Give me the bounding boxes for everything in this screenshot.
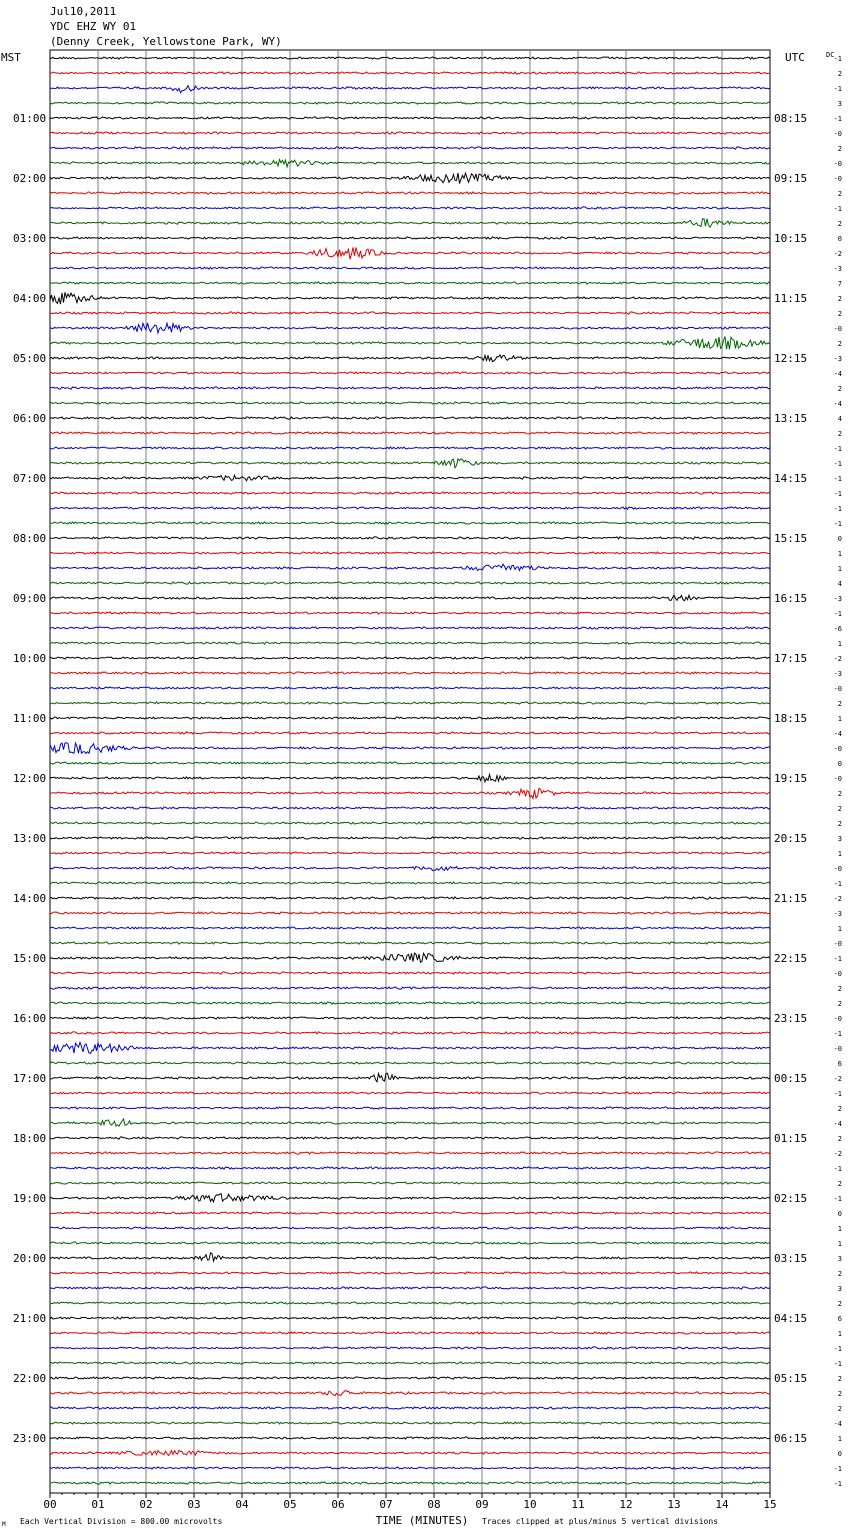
seismic-trace [50,323,770,333]
left-hour-label: 07:00 [13,472,47,485]
right-hour-label: 04:15 [774,1312,808,1325]
right-hour-label: 05:15 [774,1372,808,1385]
right-hour-label: 08:15 [774,112,808,125]
dc-offset-label: 2 [837,310,842,318]
left-hour-label: 22:00 [13,1372,47,1385]
x-tick-label: 02 [139,1498,153,1511]
dc-offset-label: -1 [833,55,842,63]
right-hour-label: 12:15 [774,352,808,365]
dc-offset-label: 2 [837,1405,842,1413]
corner-mark: M [2,1521,6,1528]
seismic-trace [50,743,770,754]
x-tick-label: 10 [523,1498,537,1511]
dc-offset-label: -1 [833,1165,842,1173]
left-hour-label: 21:00 [13,1312,47,1325]
seismic-trace [50,702,770,704]
dc-offset-label: 2 [837,145,842,153]
dc-offset-label: 2 [837,295,842,303]
seismic-trace [50,1287,770,1289]
seismic-trace [50,86,770,93]
dc-offset-label: -2 [833,1075,842,1083]
dc-offset-label: 2 [837,1105,842,1113]
seismic-trace [50,1167,770,1169]
left-hour-label: 17:00 [13,1072,47,1085]
scale-note: Each Vertical Division = 800.00 microvolts [20,1517,223,1526]
seismic-trace [50,432,770,434]
left-hour-label: 06:00 [13,412,47,425]
dc-offset-label: 2 [837,805,842,813]
dc-offset-label: 1 [837,1240,842,1248]
seismic-trace [50,1212,770,1214]
seismic-trace [50,57,770,59]
dc-offset-label: 1 [837,550,842,558]
seismic-trace [50,1152,770,1154]
x-axis-title: TIME (MINUTES) [375,1514,469,1527]
dc-offset-label: 2 [837,70,842,78]
seismic-trace [50,417,770,419]
seismic-trace [50,927,770,929]
dc-offset-label: -1 [833,1465,842,1473]
right-hour-label: 01:15 [774,1132,808,1145]
left-hour-label: 10:00 [13,652,47,665]
seismic-trace [50,642,770,644]
seismic-trace [50,117,770,119]
seismic-trace [50,402,770,404]
dc-offset-label: -1 [833,880,842,888]
seismic-trace [50,459,770,468]
dc-offset-label: 0 [837,535,842,543]
dc-offset-label: -3 [833,910,842,918]
dc-offset-label: -1 [833,1090,842,1098]
left-hour-label: 04:00 [13,292,47,305]
dc-offset-label: -4 [833,1420,842,1428]
x-tick-label: 03 [187,1498,201,1511]
dc-offset-label: 0 [837,235,842,243]
left-axis-label: MST [1,51,21,64]
seismic-trace [50,1377,770,1379]
dc-offset-label: 3 [837,100,842,108]
seismic-trace [50,852,770,854]
seismic-trace [50,1107,770,1109]
dc-offset-label: 1 [837,715,842,723]
seismic-trace [50,337,770,350]
dc-offset-label: -3 [833,265,842,273]
seismic-trace [50,1119,770,1126]
clip-note: Traces clipped at plus/minus 5 vertical divisions [482,1517,719,1526]
seismic-trace [50,1137,770,1139]
seismic-trace [50,1272,770,1274]
seismic-trace [50,1450,770,1455]
dc-offset-label: 0 [837,1450,842,1458]
right-hour-label: 16:15 [774,592,808,605]
left-hour-label: 11:00 [13,712,47,725]
seismic-trace [50,1002,770,1004]
dc-offset-label: 0 [837,1210,842,1218]
dc-offset-label: -2 [833,655,842,663]
dc-label: DC [826,51,835,59]
dc-offset-label: -1 [833,1195,842,1203]
seismic-trace [50,912,770,914]
seismic-trace [50,788,770,798]
right-hour-label: 20:15 [774,832,808,845]
seismic-trace [50,1194,770,1203]
right-hour-label: 18:15 [774,712,808,725]
right-hour-label: 10:15 [774,232,808,245]
seismic-trace [50,1242,770,1244]
right-hour-label: 06:15 [774,1432,808,1445]
left-hour-label: 13:00 [13,832,47,845]
dc-offset-label: 6 [837,1315,842,1323]
x-tick-label: 09 [475,1498,489,1511]
x-tick-label: 13 [667,1498,681,1511]
right-hour-label: 21:15 [774,892,808,905]
seismic-trace [50,1437,770,1439]
dc-offset-label: 1 [837,925,842,933]
seismic-trace [50,492,770,494]
seismic-trace [50,1017,770,1019]
seismic-trace [50,173,770,184]
dc-offset-label: -3 [833,595,842,603]
right-hour-label: 23:15 [774,1012,808,1025]
dc-offset-label: 2 [837,1135,842,1143]
seismic-trace [50,312,770,314]
right-hour-label: 15:15 [774,532,808,545]
seismic-trace [50,564,770,570]
date-label: Jul10,2011 [50,5,117,18]
seismic-trace [50,1073,770,1081]
dc-offset-label: 2 [837,820,842,828]
seismic-trace [50,775,770,782]
seismic-trace [50,822,770,824]
seismic-trace [50,1062,770,1064]
seismic-trace [50,1407,770,1409]
dc-offset-label: 4 [837,580,842,588]
dc-offset-label: -1 [833,445,842,453]
dc-offset-label: 2 [837,700,842,708]
left-hour-label: 01:00 [13,112,47,125]
left-hour-label: 16:00 [13,1012,47,1025]
dc-offset-label: 3 [837,1285,842,1293]
dc-offset-label: 2 [837,1375,842,1383]
seismic-trace [50,1032,770,1034]
seismic-trace [50,475,770,480]
seismic-trace [50,687,770,689]
dc-offset-label: -6 [833,625,842,633]
left-hour-label: 19:00 [13,1192,47,1205]
x-tick-label: 11 [571,1498,585,1511]
seismic-trace [50,837,770,839]
seismic-trace [50,1390,770,1395]
dc-offset-label: -1 [833,490,842,498]
seismic-trace [50,537,770,539]
x-tick-label: 06 [331,1498,345,1511]
dc-offset-label: -1 [833,475,842,483]
right-hour-label: 02:15 [774,1192,808,1205]
left-hour-label: 09:00 [13,592,47,605]
seismic-trace [50,1332,770,1334]
dc-offset-label: -0 [833,865,842,873]
seismic-trace [50,387,770,389]
dc-offset-label: 2 [837,385,842,393]
seismic-trace [50,1347,770,1349]
dc-offset-label: -3 [833,670,842,678]
right-hour-label: 11:15 [774,292,808,305]
dc-offset-label: -0 [833,940,842,948]
seismic-trace [50,1253,770,1261]
seismic-trace [50,717,770,719]
seismic-trace [50,247,770,259]
seismic-trace [50,987,770,989]
x-tick-label: 14 [715,1498,729,1511]
dc-offset-label: -4 [833,370,842,378]
seismic-trace [50,1467,770,1469]
seismic-trace [50,1482,770,1484]
seismic-trace [50,207,770,209]
dc-offset-label: -1 [833,1345,842,1353]
x-tick-label: 04 [235,1498,249,1511]
dc-offset-label: -0 [833,775,842,783]
left-hour-label: 08:00 [13,532,47,545]
dc-offset-label: -0 [833,325,842,333]
seismic-trace [50,160,770,167]
dc-offset-label: 6 [837,1060,842,1068]
left-hour-label: 15:00 [13,952,47,965]
seismic-trace [50,972,770,974]
dc-offset-label: 2 [837,1300,842,1308]
dc-offset-label: -0 [833,175,842,183]
dc-offset-label: 1 [837,640,842,648]
dc-offset-label: -2 [833,895,842,903]
seismic-trace [50,942,770,944]
dc-offset-label: -0 [833,160,842,168]
seismic-trace [50,132,770,134]
dc-offset-label: -4 [833,1120,842,1128]
dc-offset-label: 2 [837,1180,842,1188]
dc-offset-label: -4 [833,400,842,408]
dc-offset-label: 2 [837,1000,842,1008]
station-label: YDC EHZ WY 01 [50,20,137,33]
left-hour-label: 02:00 [13,172,47,185]
seismic-trace [50,355,770,362]
dc-offset-label: -1 [833,505,842,513]
dc-offset-label: -1 [833,205,842,213]
dc-offset-label: 2 [837,190,842,198]
seismic-trace [50,507,770,509]
seismic-trace [50,147,770,149]
left-hour-label: 23:00 [13,1432,47,1445]
right-hour-label: 14:15 [774,472,808,485]
seismic-trace [50,522,770,524]
seismic-trace [50,582,770,584]
dc-offset-label: 1 [837,1225,842,1233]
seismic-trace [50,595,770,601]
seismic-trace [50,672,770,674]
right-hour-label: 17:15 [774,652,808,665]
dc-offset-label: -4 [833,730,842,738]
dc-offset-label: 1 [837,850,842,858]
dc-offset-label: -1 [833,1030,842,1038]
dc-offset-label: -1 [833,85,842,93]
x-tick-label: 07 [379,1498,393,1511]
dc-offset-label: -1 [833,460,842,468]
right-hour-label: 09:15 [774,172,808,185]
dc-offset-label: 2 [837,340,842,348]
seismic-trace [50,72,770,74]
dc-offset-label: 7 [837,280,842,288]
dc-offset-label: 1 [837,1435,842,1443]
seismic-trace [50,192,770,194]
dc-offset-label: 2 [837,985,842,993]
x-tick-label: 00 [43,1498,57,1511]
seismic-trace [50,612,770,614]
x-tick-label: 12 [619,1498,633,1511]
left-hour-label: 12:00 [13,772,47,785]
dc-offset-label: 2 [837,1270,842,1278]
dc-offset-label: -1 [833,1360,842,1368]
seismic-trace [50,1422,770,1424]
seismic-trace [50,882,770,884]
dc-offset-label: 4 [837,415,842,423]
seismic-trace [50,552,770,554]
seismic-trace [50,219,770,228]
dc-offset-label: 0 [837,760,842,768]
seismic-trace [50,1227,770,1229]
plot-frame [50,50,770,1493]
seismic-trace [50,866,770,870]
dc-offset-label: -0 [833,1015,842,1023]
dc-offset-label: 1 [837,565,842,573]
location-label: (Denny Creek, Yellowstone Park, WY) [50,35,282,48]
seismic-trace [50,897,770,899]
seismic-trace [50,807,770,809]
x-tick-label: 05 [283,1498,297,1511]
dc-offset-label: -1 [833,1480,842,1488]
dc-offset-label: -1 [833,115,842,123]
x-tick-label: 15 [763,1498,777,1511]
dc-offset-label: -0 [833,685,842,693]
seismic-trace [50,1362,770,1364]
left-hour-label: 03:00 [13,232,47,245]
seismic-trace [50,267,770,269]
seismic-trace [50,282,770,284]
right-hour-label: 03:15 [774,1252,808,1265]
seismic-trace [50,627,770,629]
seismic-trace [50,1092,770,1094]
dc-offset-label: -0 [833,745,842,753]
seismic-trace [50,953,770,962]
seismic-trace [50,1042,770,1053]
right-hour-label: 22:15 [774,952,808,965]
dc-offset-label: -0 [833,130,842,138]
right-hour-label: 00:15 [774,1072,808,1085]
seismic-trace [50,372,770,374]
x-tick-label: 08 [427,1498,441,1511]
right-hour-label: 13:15 [774,412,808,425]
seismic-trace [50,447,770,449]
seismic-trace [50,1317,770,1319]
seismic-trace [50,1302,770,1304]
dc-offset-label: 2 [837,430,842,438]
left-hour-label: 14:00 [13,892,47,905]
left-hour-label: 20:00 [13,1252,47,1265]
dc-offset-label: -1 [833,955,842,963]
dc-offset-label: -0 [833,970,842,978]
dc-offset-label: 1 [837,1330,842,1338]
dc-offset-label: 3 [837,835,842,843]
seismic-trace [50,292,770,304]
seismic-trace [50,732,770,734]
dc-offset-label: 2 [837,220,842,228]
dc-offset-label: -2 [833,250,842,258]
seismic-trace [50,102,770,104]
dc-offset-label: -3 [833,355,842,363]
left-hour-label: 05:00 [13,352,47,365]
left-hour-label: 18:00 [13,1132,47,1145]
seismic-trace [50,657,770,659]
dc-offset-label: -1 [833,520,842,528]
seismic-trace [50,237,770,239]
x-tick-label: 01 [91,1498,105,1511]
seismic-trace [50,762,770,764]
dc-offset-label: -2 [833,1150,842,1158]
seismic-trace [50,1182,770,1184]
dc-offset-label: -0 [833,1045,842,1053]
right-axis-label: UTC [785,51,805,64]
dc-offset-label: -1 [833,610,842,618]
dc-offset-label: 2 [837,1390,842,1398]
dc-offset-label: 3 [837,1255,842,1263]
right-hour-label: 19:15 [774,772,808,785]
dc-offset-label: 2 [837,790,842,798]
